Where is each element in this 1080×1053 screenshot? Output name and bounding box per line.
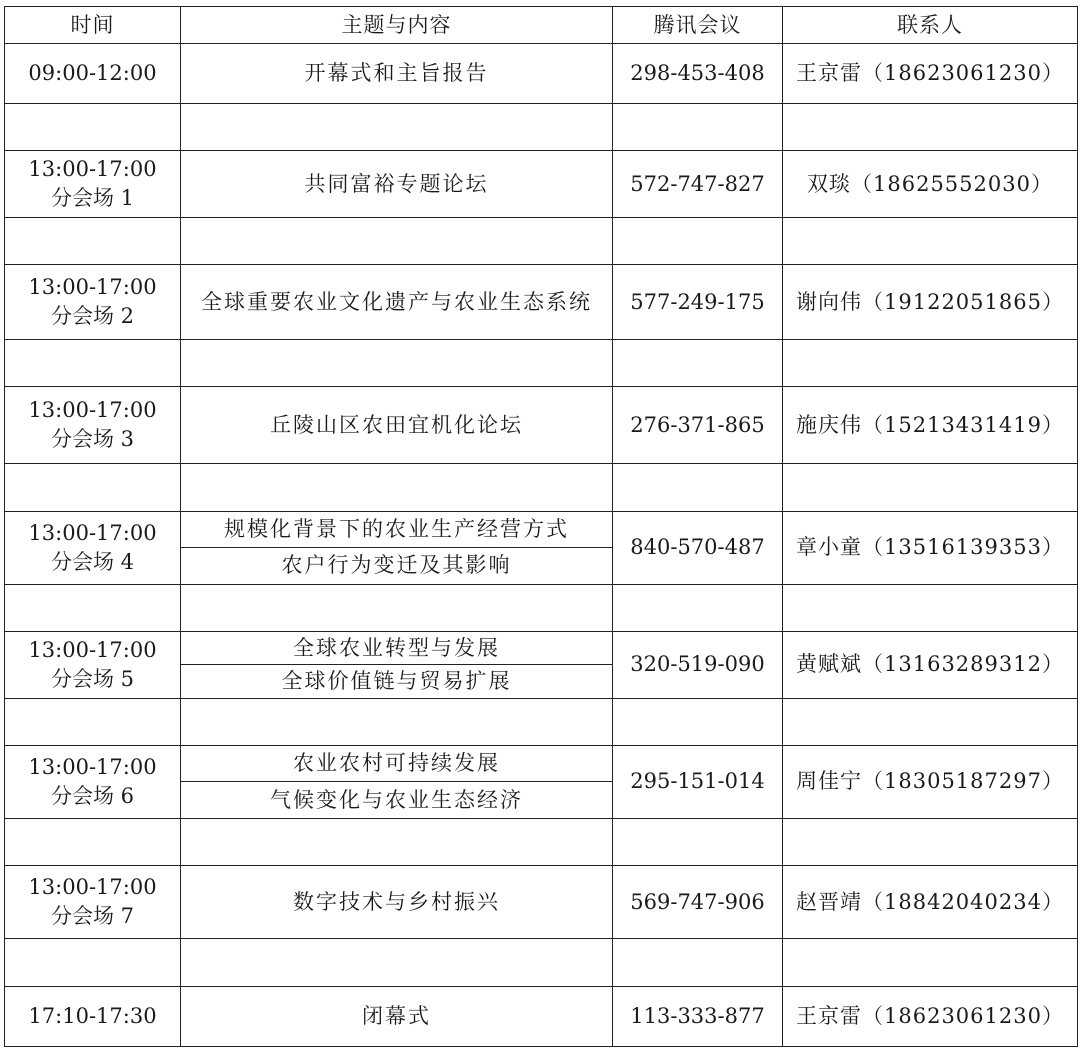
empty-cell — [783, 818, 1078, 865]
contact-person: 双琰（18625552030） — [783, 151, 1078, 218]
contact-person: 谢向伟（19122051865） — [783, 265, 1078, 339]
empty-cell — [783, 218, 1078, 265]
empty-cell — [181, 104, 613, 151]
empty-cell — [181, 818, 613, 865]
table-row — [5, 986, 1078, 1046]
tencent-meeting-id: 569-747-906 — [613, 866, 783, 939]
spacer-row — [5, 818, 1078, 865]
tencent-meeting-id: 320-519-090 — [613, 631, 783, 698]
empty-cell — [783, 464, 1078, 511]
session-time: 13:00-17:00 — [28, 637, 157, 662]
empty-cell — [181, 698, 613, 745]
empty-cell — [783, 939, 1078, 986]
session-time: 09:00-12:00 — [28, 61, 157, 86]
empty-cell — [613, 464, 783, 511]
session-topic: 共同富裕专题论坛 — [181, 151, 613, 218]
empty-cell — [5, 339, 181, 386]
session-topic: 丘陵山区农田宜机化论坛 — [181, 386, 613, 463]
empty-cell — [5, 939, 181, 986]
session-topic: 全球重要农业文化遗产与农业生态系统 — [181, 265, 613, 339]
table-row — [5, 265, 1078, 339]
empty-cell — [5, 584, 181, 631]
session-topic: 开幕式和主旨报告 — [181, 44, 613, 104]
table-row — [5, 631, 1078, 664]
empty-cell — [181, 218, 613, 265]
schedule-table — [4, 6, 1078, 1047]
tencent-meeting-id: 840-570-487 — [613, 511, 783, 584]
spacer-row — [5, 939, 1078, 986]
session-time-cell — [5, 265, 181, 339]
session-topic: 气候变化与农业生态经济 — [181, 782, 613, 819]
session-time: 13:00-17:00 — [28, 754, 157, 779]
contact-person: 黄赋斌（13163289312） — [783, 631, 1078, 698]
contact-person: 施庆伟（15213431419） — [783, 386, 1078, 463]
contact-person: 赵晋靖（18842040234） — [783, 866, 1078, 939]
empty-cell — [181, 584, 613, 631]
session-time: 13:00-17:00 — [28, 275, 157, 299]
session-venue: 分会场 4 — [50, 549, 135, 574]
empty-cell — [613, 104, 783, 151]
header-contact: 联系人 — [783, 7, 1078, 44]
contact-person: 王京雷（18623061230） — [783, 44, 1078, 104]
session-topic: 规模化背景下的农业生产经营方式 — [181, 511, 613, 548]
session-time: 13:00-17:00 — [28, 157, 157, 182]
session-venue: 分会场 2 — [50, 304, 135, 328]
schedule-body — [5, 44, 1078, 1047]
session-venue: 分会场 6 — [50, 783, 135, 808]
session-time-cell — [5, 511, 181, 584]
empty-cell — [5, 104, 181, 151]
spacer-row — [5, 464, 1078, 511]
tencent-meeting-id: 572-747-827 — [613, 151, 783, 218]
session-time-cell — [5, 986, 181, 1046]
session-time: 13:00-17:00 — [28, 398, 157, 423]
empty-cell — [5, 698, 181, 745]
session-venue: 分会场 7 — [50, 904, 135, 929]
session-time-cell — [5, 866, 181, 939]
empty-cell — [783, 104, 1078, 151]
tencent-meeting-id: 577-249-175 — [613, 265, 783, 339]
tencent-meeting-id: 276-371-865 — [613, 386, 783, 463]
tencent-meeting-id: 295-151-014 — [613, 745, 783, 818]
empty-cell — [613, 818, 783, 865]
session-time: 13:00-17:00 — [28, 520, 157, 545]
session-time-cell — [5, 745, 181, 818]
header-time: 时间 — [5, 7, 181, 44]
spacer-row — [5, 698, 1078, 745]
empty-cell — [613, 698, 783, 745]
session-time: 13:00-17:00 — [28, 875, 157, 900]
spacer-row — [5, 339, 1078, 386]
empty-cell — [783, 339, 1078, 386]
empty-cell — [181, 339, 613, 386]
session-topic: 全球价值链与贸易扩展 — [181, 665, 613, 698]
session-venue: 分会场 3 — [50, 427, 135, 452]
table-row — [5, 44, 1078, 104]
empty-cell — [181, 464, 613, 511]
session-time: 17:10-17:30 — [28, 1003, 157, 1028]
empty-cell — [5, 464, 181, 511]
empty-cell — [783, 698, 1078, 745]
session-topic: 数字技术与乡村振兴 — [181, 866, 613, 939]
session-venue: 分会场 1 — [50, 186, 135, 211]
empty-cell — [613, 584, 783, 631]
table-row — [5, 745, 1078, 782]
spacer-row — [5, 218, 1078, 265]
empty-cell — [613, 939, 783, 986]
spacer-row — [5, 584, 1078, 631]
spacer-row — [5, 104, 1078, 151]
session-time-cell — [5, 151, 181, 218]
tencent-meeting-id: 113-333-877 — [613, 986, 783, 1046]
empty-cell — [5, 218, 181, 265]
tencent-meeting-id: 298-453-408 — [613, 44, 783, 104]
header-tencent-meeting: 腾讯会议 — [613, 7, 783, 44]
session-topic: 农业农村可持续发展 — [181, 745, 613, 782]
contact-person: 章小童（13516139353） — [783, 511, 1078, 584]
session-time-cell — [5, 631, 181, 698]
empty-cell — [613, 218, 783, 265]
header-row — [5, 7, 1078, 44]
table-row — [5, 511, 1078, 548]
session-topic: 闭幕式 — [181, 986, 613, 1046]
empty-cell — [783, 584, 1078, 631]
empty-cell — [5, 818, 181, 865]
session-venue: 分会场 5 — [50, 666, 135, 691]
header-topic: 主题与内容 — [181, 7, 613, 44]
empty-cell — [181, 939, 613, 986]
contact-person: 周佳宁（18305187297） — [783, 745, 1078, 818]
contact-person: 王京雷（18623061230） — [783, 986, 1078, 1046]
session-time-cell — [5, 44, 181, 104]
table-row — [5, 151, 1078, 218]
session-time-cell — [5, 386, 181, 463]
session-topic: 全球农业转型与发展 — [181, 631, 613, 664]
session-topic: 农户行为变迁及其影响 — [181, 548, 613, 585]
table-row — [5, 866, 1078, 939]
empty-cell — [613, 339, 783, 386]
table-row — [5, 386, 1078, 463]
